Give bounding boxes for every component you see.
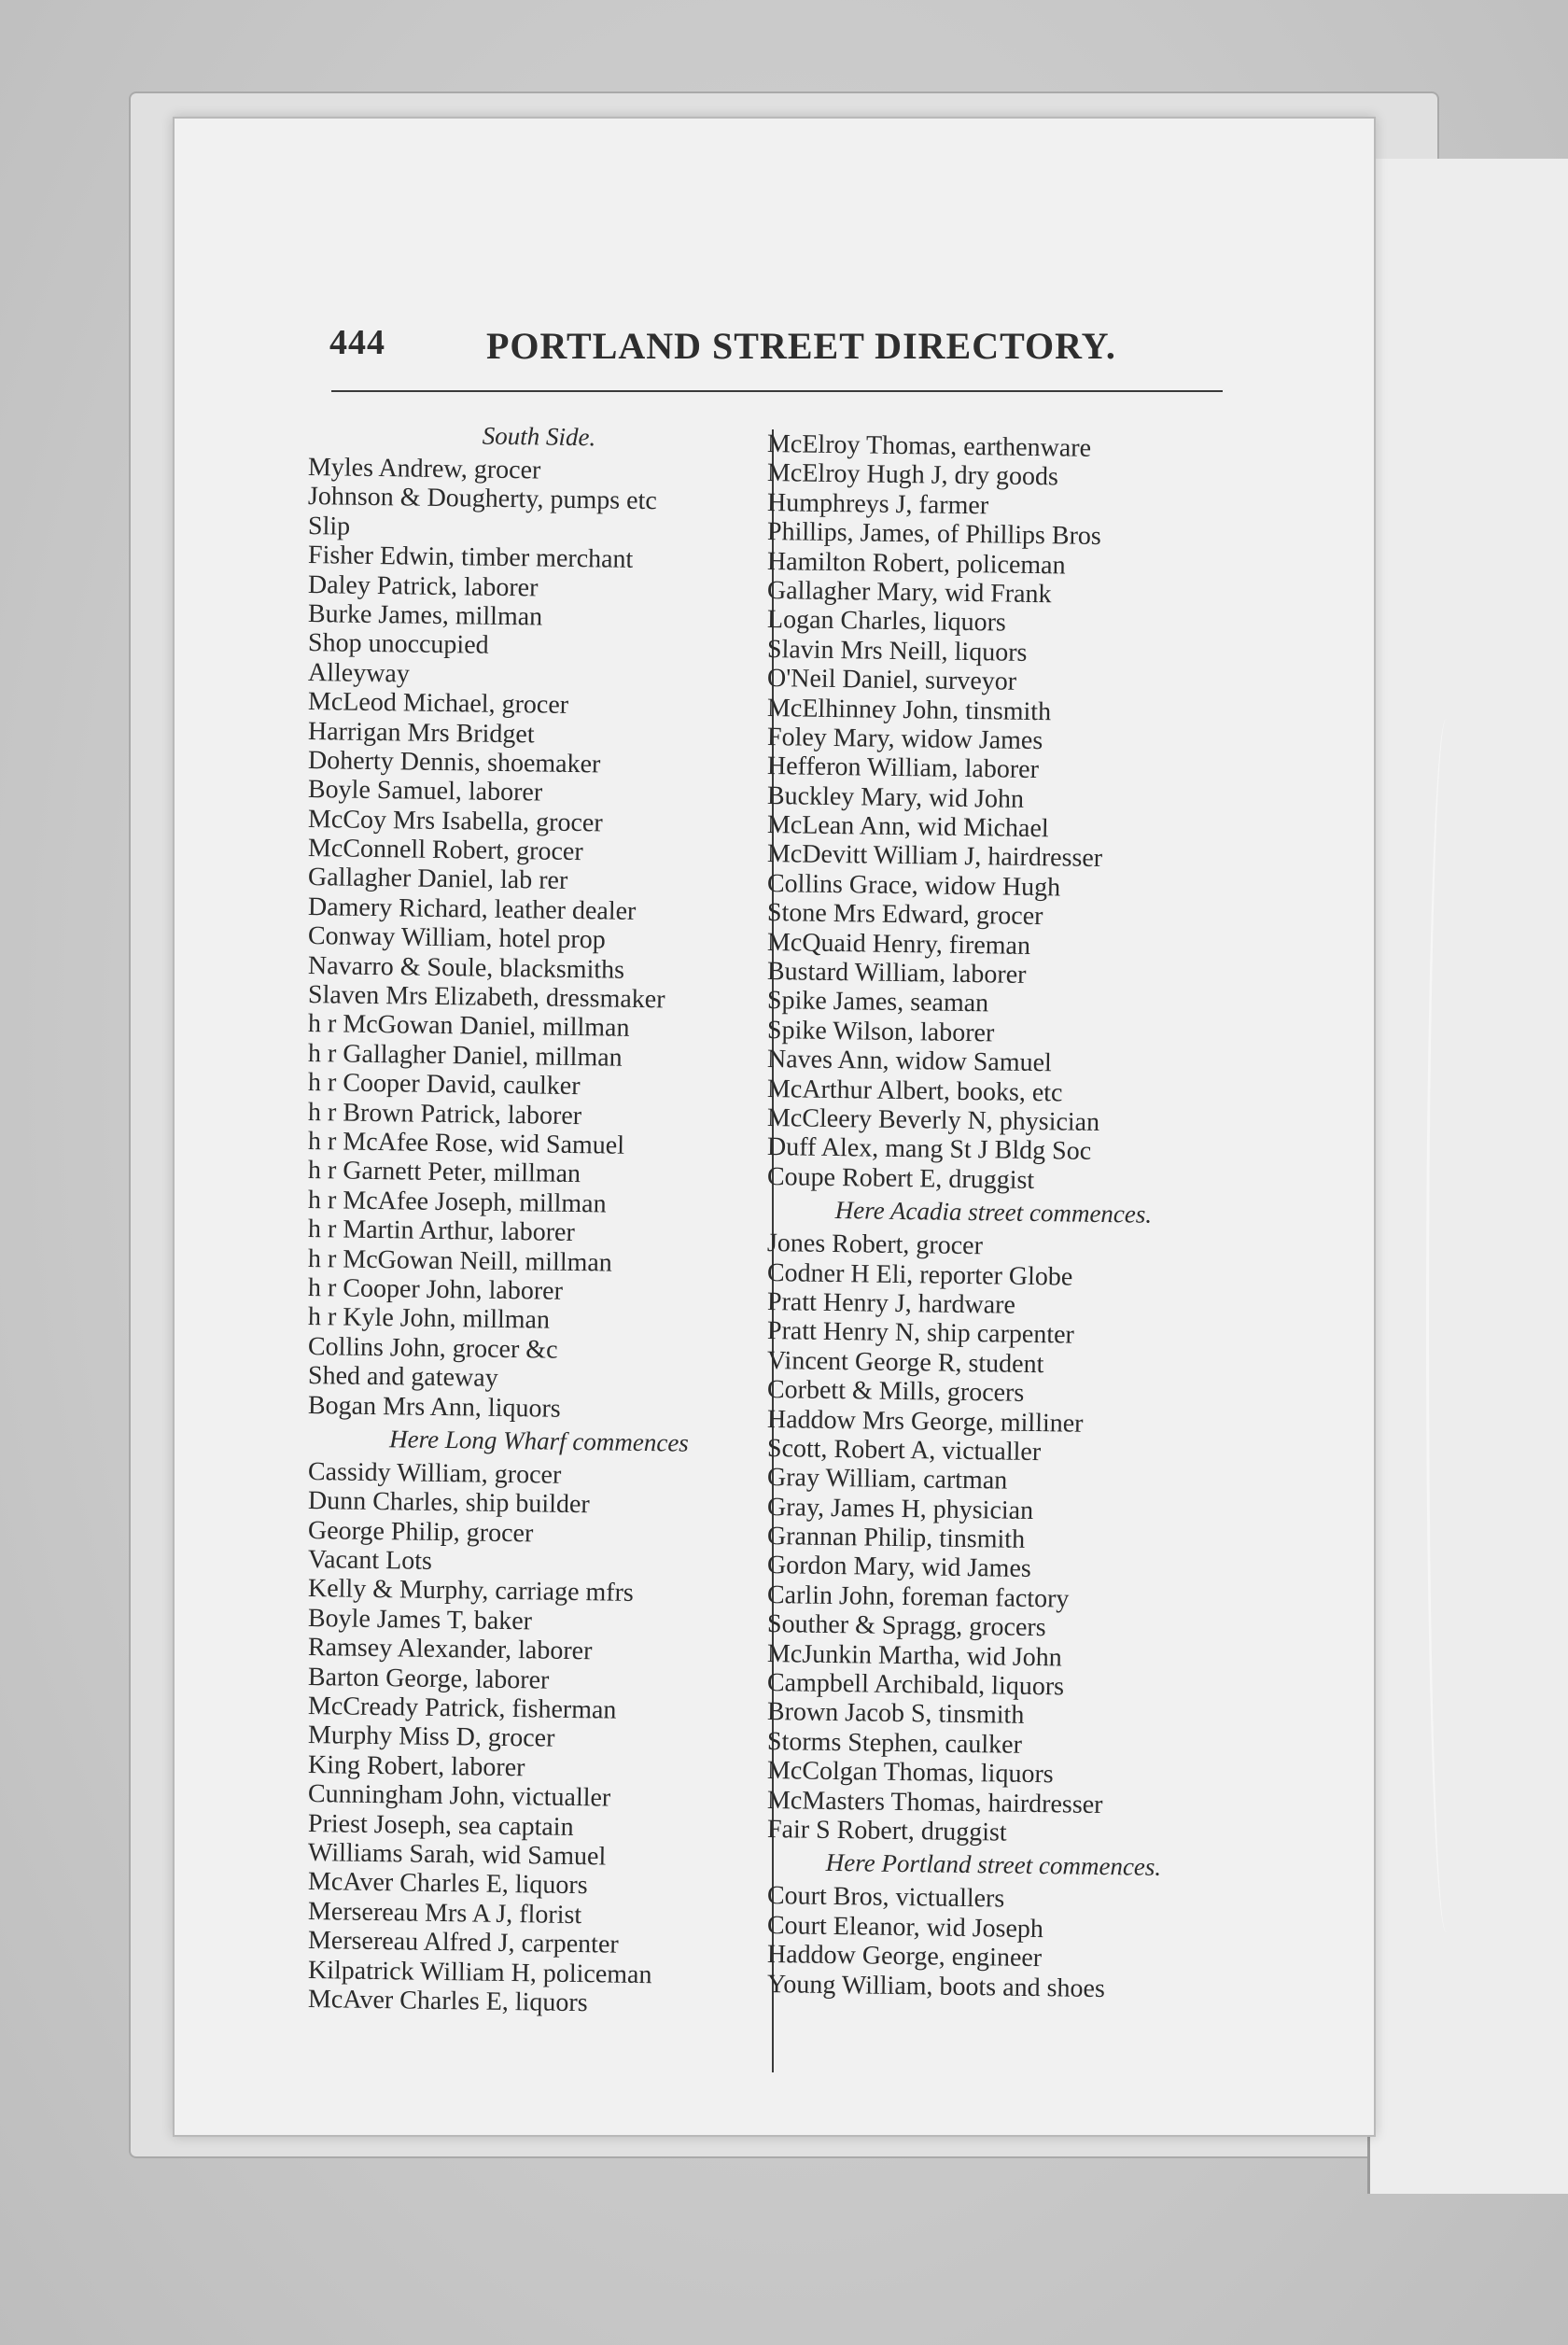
directory-entry: h r Gallagher Daniel, millman bbox=[307, 1038, 623, 1073]
directory-entry: Humphreys J, farmer bbox=[766, 487, 989, 521]
directory-entry: Burke James, millman bbox=[307, 598, 543, 632]
directory-entry: Storms Stephen, caulker bbox=[766, 1726, 1023, 1760]
binding-thread bbox=[1426, 719, 1466, 1932]
directory-entry: Barton George, laborer bbox=[307, 1662, 550, 1695]
directory-entry: McCready Patrick, fisherman bbox=[307, 1692, 617, 1725]
directory-entry: h r McAfee Joseph, millman bbox=[307, 1185, 607, 1219]
directory-entry: Daley Patrick, laborer bbox=[307, 569, 539, 603]
directory-entry: Shed and gateway bbox=[307, 1361, 498, 1393]
section-heading: South Side. bbox=[482, 421, 596, 452]
directory-entry: Jones Robert, grocer bbox=[766, 1229, 984, 1261]
section-heading: Here Portland street commences. bbox=[825, 1848, 1162, 1882]
directory-entry: Johnson & Dougherty, pumps etc bbox=[307, 482, 658, 516]
directory-entry: McQuaid Henry, fireman bbox=[766, 927, 1031, 961]
directory-entry: Haddow Mrs George, milliner bbox=[766, 1404, 1084, 1439]
right-column bbox=[766, 429, 1220, 2003]
directory-entry: h r McAfee Rose, wid Samuel bbox=[307, 1126, 625, 1160]
directory-entry: Coupe Robert E, druggist bbox=[766, 1161, 1035, 1195]
directory-entry: Vincent George R, student bbox=[766, 1345, 1044, 1379]
directory-entry: McCoy Mrs Isabella, grocer bbox=[307, 804, 603, 838]
directory-entry: McElroy Thomas, earthenware bbox=[766, 429, 1092, 463]
directory-entry: Stone Mrs Edward, grocer bbox=[766, 898, 1043, 932]
directory-entry: Spike James, seaman bbox=[766, 986, 989, 1018]
directory-entry: Priest Joseph, sea captain bbox=[307, 1808, 574, 1842]
directory-entry: King Robert, laborer bbox=[307, 1749, 525, 1783]
directory-entry: h r Martin Arthur, laborer bbox=[307, 1215, 575, 1248]
directory-entry: Slip bbox=[307, 511, 351, 541]
directory-entry: McElroy Hugh J, dry goods bbox=[766, 458, 1059, 492]
directory-entry: Spike Wilson, laborer bbox=[766, 1015, 995, 1048]
directory-entry: Fisher Edwin, timber merchant bbox=[307, 541, 634, 575]
directory-entry: Grannan Philip, tinsmith bbox=[766, 1522, 1026, 1554]
directory-entry: Cassidy William, grocer bbox=[307, 1456, 562, 1490]
section-heading: Here Long Wharf commences bbox=[388, 1425, 690, 1457]
left-column bbox=[307, 415, 770, 2018]
directory-entry: Cunningham John, victualler bbox=[307, 1779, 611, 1813]
directory-entry: h r Cooper John, laborer bbox=[307, 1272, 564, 1306]
directory-entry: Collins John, grocer &c bbox=[307, 1331, 558, 1365]
directory-entry: Pratt Henry N, ship carpenter bbox=[766, 1316, 1075, 1350]
directory-entry: McAver Charles E, liquors bbox=[307, 1867, 588, 1901]
directory-entry: Gray, James H, physician bbox=[766, 1492, 1034, 1525]
directory-entry: Mersereau Alfred J, carpenter bbox=[307, 1926, 619, 1959]
directory-entry: h r McGowan Daniel, millman bbox=[307, 1009, 630, 1044]
directory-entry: Alleyway bbox=[307, 657, 411, 689]
directory-entry: McDevitt William J, hairdresser bbox=[766, 839, 1103, 874]
directory-entry: Gallagher Mary, wid Frank bbox=[766, 575, 1052, 610]
directory-entry: Court Eleanor, wid Joseph bbox=[766, 1910, 1044, 1944]
directory-entry: George Philip, grocer bbox=[307, 1515, 534, 1549]
directory-entry: Vacant Lots bbox=[307, 1545, 433, 1576]
directory-entry: h r Kyle John, millman bbox=[307, 1302, 551, 1335]
directory-entry: Carlin John, foreman factory bbox=[766, 1580, 1070, 1614]
directory-entry: Myles Andrew, grocer bbox=[307, 453, 541, 485]
directory-entry: Haddow George, engineer bbox=[766, 1940, 1043, 1973]
directory-entry: Slavin Mrs Neill, liquors bbox=[766, 634, 1028, 667]
directory-entry: Kelly & Murphy, carriage mfrs bbox=[307, 1574, 635, 1608]
directory-entry: McLeod Michael, grocer bbox=[307, 687, 569, 721]
directory-entry: Court Bros, victuallers bbox=[766, 1881, 1005, 1914]
directory-entry: Fair S Robert, druggist bbox=[766, 1814, 1007, 1847]
directory-entry: Phillips, James, of Phillips Bros bbox=[766, 517, 1102, 552]
directory-entry: Gray William, cartman bbox=[766, 1463, 1008, 1495]
directory-entry: Bogan Mrs Ann, liquors bbox=[307, 1390, 561, 1424]
directory-entry: Foley Mary, widow James bbox=[766, 722, 1043, 756]
directory-entry: Harrigan Mrs Bridget bbox=[307, 716, 535, 749]
directory-entry: Buckley Mary, wid John bbox=[766, 780, 1025, 814]
directory-entry: Pratt Henry J, hardware bbox=[766, 1286, 1016, 1320]
directory-entry: Shop unoccupied bbox=[307, 628, 489, 661]
directory-entry: Mersereau Mrs A J, florist bbox=[307, 1896, 582, 1930]
directory-entry: Ramsey Alexander, laborer bbox=[307, 1633, 593, 1666]
directory-entry: Slaven Mrs Elizabeth, dressmaker bbox=[307, 980, 665, 1015]
directory-entry: Murphy Miss D, grocer bbox=[307, 1720, 555, 1754]
header-rule bbox=[331, 390, 1223, 392]
directory-entry: Boyle James T, baker bbox=[307, 1603, 533, 1636]
directory-entry: Logan Charles, liquors bbox=[766, 605, 1007, 638]
directory-entry: Corbett & Mills, grocers bbox=[766, 1375, 1025, 1408]
directory-entry: O'Neil Daniel, surveyor bbox=[766, 664, 1017, 696]
directory-entry: Souther & Spragg, grocers bbox=[766, 1609, 1046, 1643]
page-title: PORTLAND STREET DIRECTORY. bbox=[486, 325, 1116, 367]
directory-entry: Hefferon William, laborer bbox=[766, 751, 1040, 785]
directory-entry: McAver Charles E, liquors bbox=[307, 1984, 588, 2018]
directory-entry: Kilpatrick William H, policeman bbox=[307, 1955, 652, 1989]
directory-entry: Campbell Archibald, liquors bbox=[766, 1668, 1065, 1702]
directory-entry: McColgan Thomas, liquors bbox=[766, 1756, 1054, 1790]
page-number: 444 bbox=[329, 323, 385, 362]
directory-entry: Williams Sarah, wid Samuel bbox=[307, 1837, 607, 1872]
directory-entry: Bustard William, laborer bbox=[766, 957, 1027, 990]
directory-entry: Brown Jacob S, tinsmith bbox=[766, 1697, 1025, 1731]
directory-entry: Dunn Charles, ship builder bbox=[307, 1486, 590, 1520]
directory-entry: Hamilton Robert, policeman bbox=[766, 546, 1066, 581]
directory-entry: h r Brown Patrick, laborer bbox=[307, 1097, 582, 1130]
directory-entry: Gordon Mary, wid James bbox=[766, 1551, 1032, 1584]
section-heading: Here Acadia street commences. bbox=[834, 1196, 1153, 1229]
directory-entry: Naves Ann, widow Samuel bbox=[766, 1045, 1053, 1078]
directory-entry: Codner H Eli, reporter Globe bbox=[766, 1257, 1073, 1292]
directory-entry: McJunkin Martha, wid John bbox=[766, 1638, 1062, 1673]
directory-entry: Scott, Robert A, victualler bbox=[766, 1433, 1042, 1467]
directory-entry: McMasters Thomas, hairdresser bbox=[766, 1785, 1103, 1819]
directory-entry: Conway William, hotel prop bbox=[307, 921, 606, 955]
directory-entry: Gallagher Daniel, lab rer bbox=[307, 863, 568, 896]
directory-entry: Duff Alex, mang St J Bldg Soc bbox=[766, 1132, 1092, 1167]
directory-entry: Doherty Dennis, shoemaker bbox=[307, 745, 601, 779]
directory-entry: Damery Richard, leather dealer bbox=[307, 892, 637, 926]
directory-entry: McLean Ann, wid Michael bbox=[766, 810, 1049, 844]
page-header bbox=[329, 322, 1225, 387]
directory-entry: McConnell Robert, grocer bbox=[307, 834, 583, 867]
directory-entry: Young William, boots and shoes bbox=[766, 1969, 1106, 2003]
directory-entry: Collins Grace, widow Hugh bbox=[766, 868, 1061, 903]
directory-entry: Boyle Samuel, laborer bbox=[307, 775, 543, 807]
directory-entry: h r McGowan Neill, millman bbox=[307, 1243, 613, 1278]
directory-entry: McArthur Albert, books, etc bbox=[766, 1074, 1063, 1108]
directory-entry: h r Garnett Peter, millman bbox=[307, 1156, 581, 1189]
directory-entry: McElhinney John, tinsmith bbox=[766, 693, 1052, 726]
facing-page-edge bbox=[1367, 159, 1568, 2194]
directory-entry: McCleery Beverly N, physician bbox=[766, 1102, 1100, 1137]
directory-entry: Navarro & Soule, blacksmiths bbox=[307, 950, 625, 985]
directory-entry: h r Cooper David, caulker bbox=[307, 1068, 581, 1102]
